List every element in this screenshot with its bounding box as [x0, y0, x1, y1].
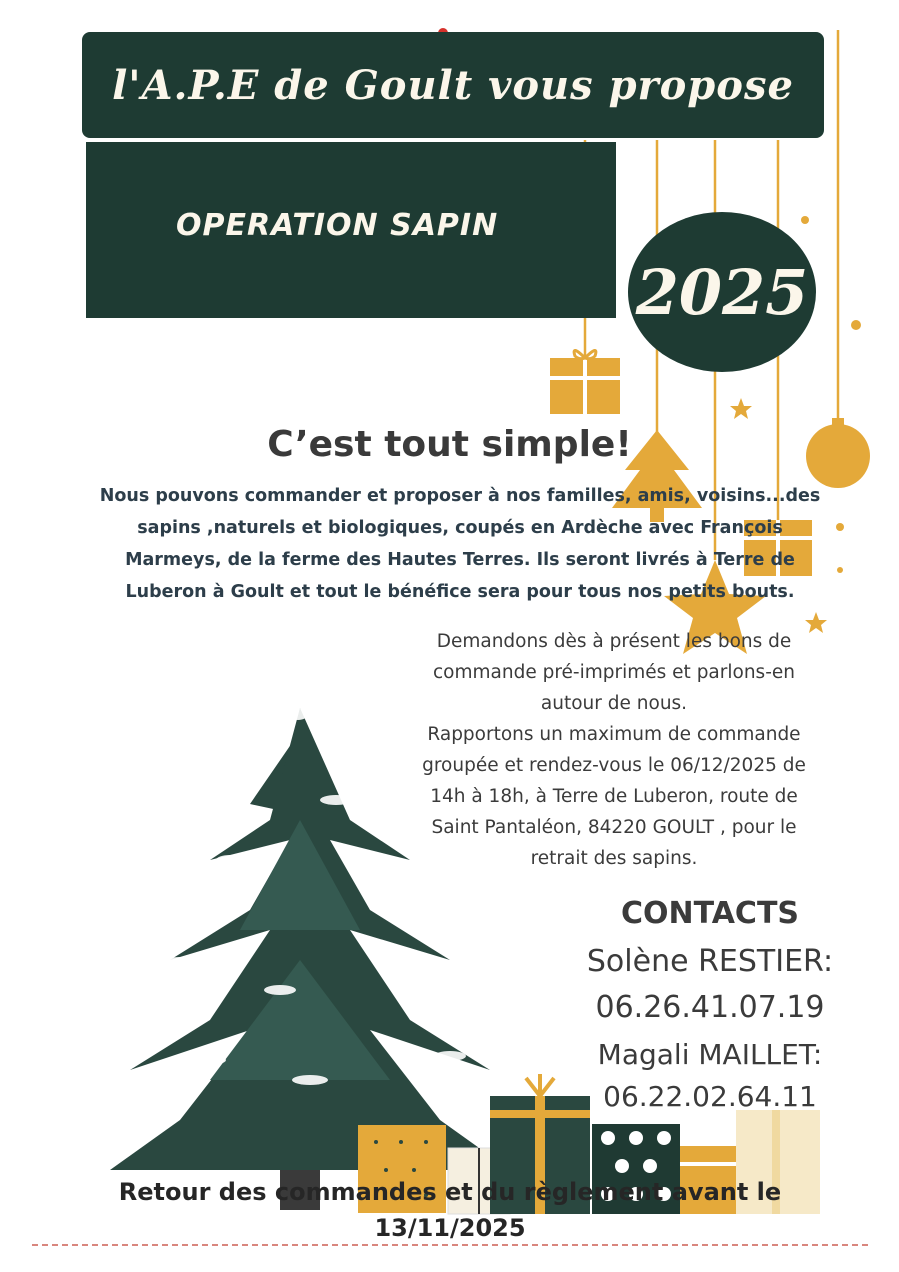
headline: C’est tout simple! — [267, 424, 632, 465]
instruction-line: Saint Pantaléon, 84220 GOULT , pour le — [431, 817, 797, 838]
cut-line-divider — [32, 1244, 868, 1246]
contact-phone-2: 06.22.02.64.11 — [603, 1080, 817, 1113]
intro-line: sapins ,naturels et biologiques, coupés en Ardèche avec François — [137, 518, 783, 538]
year-text: 2025 — [635, 255, 809, 329]
intro-line: Marmeys, de la ferme des Hautes Terres. Ils seront livrés à Terre de — [125, 550, 795, 570]
instruction-line: groupée et rendez-vous le 06/12/2025 de — [422, 755, 806, 776]
title-banner — [82, 32, 824, 138]
intro-text — [40, 480, 880, 608]
instruction-line: retrait des sapins. — [530, 848, 698, 869]
contacts-title: CONTACTS — [620, 896, 800, 931]
contact-phone-1: 06.26.41.07.19 — [595, 990, 825, 1025]
deadline-line-1: Retour des commandes et du règlement avant le — [118, 1178, 782, 1206]
banner-title: l'A.P.E de Goult vous propose — [112, 61, 794, 109]
instruction-line: Demandons dès à présent les bons de — [436, 631, 792, 652]
instruction-line: 14h à 18h, à Terre de Luberon, route de — [430, 786, 798, 807]
deadline-notice — [40, 1174, 860, 1246]
year-badge — [628, 212, 816, 372]
contact-name-1: Solène RESTIER: — [586, 944, 834, 979]
operation-title: OPERATION SAPIN — [176, 208, 499, 243]
intro-line: Luberon à Goult et tout le bénéfice sera pour tous nos petits bouts. — [125, 582, 795, 602]
contact-name-2: Magali MAILLET: — [597, 1038, 823, 1071]
instruction-line: commande pré-imprimés et parlons-en — [433, 662, 795, 683]
instruction-line: autour de nous. — [540, 693, 688, 714]
deadline-date: 13/11/2025 — [374, 1214, 526, 1242]
gift-icon — [550, 350, 620, 414]
star-icon — [730, 398, 752, 419]
intro-line: Nous pouvons commander et proposer à nos familles, amis, voisins...des — [99, 486, 821, 506]
instruction-line: Rapportons un maximum de commande — [427, 724, 801, 745]
